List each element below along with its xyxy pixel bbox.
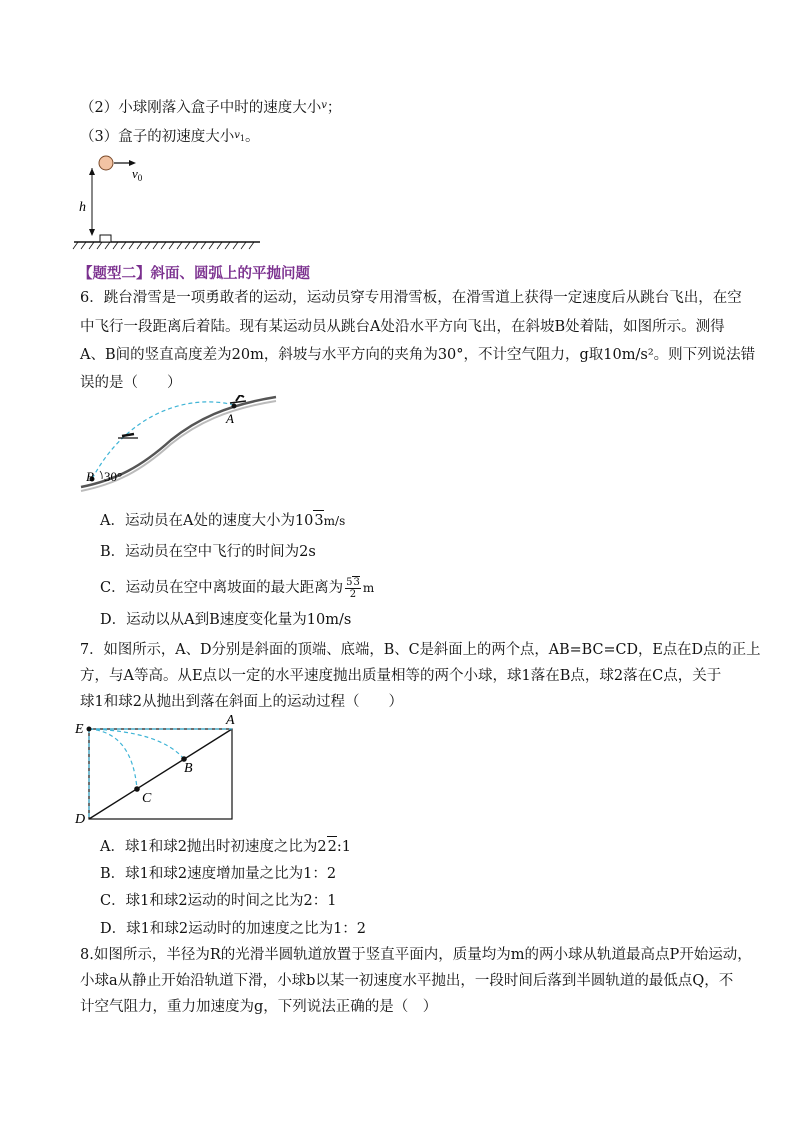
q6-line1: 6．跳台滑雪是一项勇敢者的运动，运动员穿专用滑雪板，在滑雪道上获得一定速度后从跳台飞出，在空 (80, 290, 742, 306)
q5-part2-text: （2）小球刚落入盒子中时的速度大小 (80, 100, 322, 116)
q6-option-a-sqrt: 3 (313, 510, 323, 531)
q6-option-c-unit: m (362, 581, 375, 595)
skier-icon (230, 395, 246, 403)
q5-part3-text: （3）盒子的初速度大小 (80, 129, 235, 145)
flying-skier-icon (118, 434, 138, 438)
q5-figure (70, 150, 270, 260)
q7-option-a-text: A．球1和球2抛出时初速度之比为2 (100, 839, 327, 855)
section-title: 【题型二】斜面、圆弧上的平抛问题 (78, 266, 310, 282)
point-a (232, 404, 237, 409)
ball (99, 156, 113, 170)
q7-option-a-sqrt: 2 (327, 836, 337, 857)
q7-option-a (100, 836, 351, 857)
label-angle: 30° (104, 469, 123, 484)
label-c: C (142, 791, 152, 806)
label-e: E (75, 722, 84, 737)
label-a: A (226, 713, 235, 728)
ground-hatch (73, 242, 254, 249)
q6-option-a (100, 510, 345, 531)
label-b: B (184, 761, 193, 776)
q6-option-c-fraction: $\frac{53}{2}$ (346, 577, 360, 600)
q8-line2: 小球a从静止开始沿轨道下滑，小球b以某一初速度水平抛出，一段时间后落到半圆轨道的最低点Q，不 (80, 973, 734, 989)
q6-line4: 误的是（ ） (80, 375, 182, 391)
label-a: A (226, 411, 234, 426)
q6-option-c-text: C．运动员在空中离坡面的最大距离为 (100, 580, 344, 596)
h-label: h (79, 200, 86, 215)
q7-option-b: B．球1和球2速度增加量之比为1：2 (100, 866, 337, 882)
q6-figure (76, 395, 286, 500)
trajectory-1 (89, 729, 184, 759)
trajectory-2 (89, 729, 137, 789)
v0-label: $v_0$ (132, 166, 143, 183)
q5-part2-suffix: ； (326, 100, 342, 116)
q7-line2: 方，与A等高。从E点以一定的水平速度抛出质量相等的两个小球，球1落在B点，球2落在C点，关于 (80, 668, 722, 684)
q7-option-d: D．球1和球2运动时的加速度之比为1：2 (100, 921, 367, 937)
q7-option-a-suffix: :1 (336, 839, 352, 855)
h-arrow-bottom (89, 229, 95, 236)
q5-part3-sub: 1 (239, 134, 245, 143)
q5-part3-suffix: 。 (244, 129, 260, 145)
box (100, 235, 111, 242)
h-arrow-top (89, 168, 95, 175)
q6-option-b: B．运动员在空中飞行的时间为2s (100, 544, 316, 560)
point-c (134, 786, 140, 792)
q5-part3 (80, 126, 259, 149)
q8-line1: 8.如图所示，半径为R的光滑半圆轨道放置于竖直平面内，质量均为m的两小球从轨道最高点P开始运动， (80, 947, 752, 963)
angle-arc (100, 471, 102, 479)
label-b: B (86, 469, 94, 484)
q6-line2: 中飞行一段距离后着陆。现有某运动员从跳台A处沿水平方向飞出，在斜坡B处着陆，如图所示。测得 (80, 319, 725, 335)
point-e (87, 727, 92, 732)
q6-option-d: D．运动以从A到B速度变化量为10m/s (100, 612, 352, 628)
label-d: D (75, 812, 86, 827)
q5-part2-var: v (321, 100, 327, 111)
q6-option-c (100, 576, 374, 600)
q8-line3: 计空气阻力，重力加速度为g，下列说法正确的是（ ） (80, 999, 438, 1015)
q7-figure (70, 712, 250, 827)
q6-option-a-unit: m/s (323, 514, 346, 528)
q7-line1: 7．如图所示，A、D分别是斜面的顶端、底端，B、C是斜面上的两个点，AB=BC=CD，E点在D点的正上 (80, 642, 761, 658)
q5-part3-var: v (234, 130, 240, 141)
q7-line3: 球1和球2从抛出到落在斜面上的运动过程（ ） (80, 694, 403, 710)
q6-option-a-text: A．运动员在A处的速度大小为10 (100, 513, 314, 529)
q7-option-c: C．球1和球2运动的时间之比为2：1 (100, 893, 337, 909)
q5-part2 (80, 96, 341, 118)
q6-line3: A、B间的竖直高度差为20m，斜坡与水平方向的夹角为30°，不计空气阻力，g取10m/s²。则下列说法错 (80, 347, 756, 363)
